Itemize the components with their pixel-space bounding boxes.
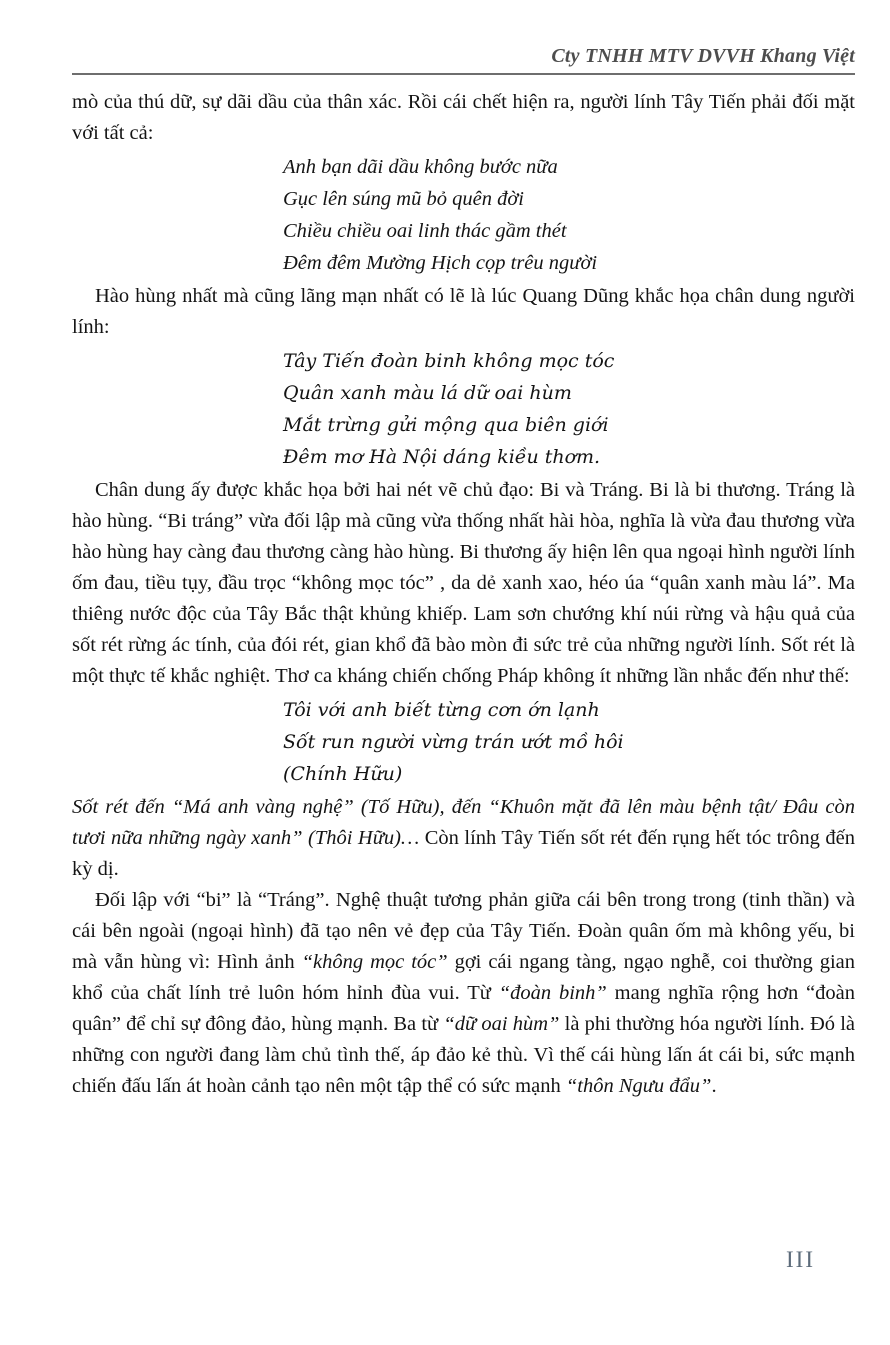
verse-line: Anh bạn dãi dầu không bước nữa	[283, 156, 558, 178]
text-run: mò của thú dữ, sự dãi dầu của thân xác. Rồi cái chết hiện ra, người lính Tây Tiến phải đối mặt với tất cả:	[72, 91, 855, 144]
text-run: Chân dung ấy được khắc họa bởi hai nét vẽ chủ đạo: Bi và Tráng. Bi là bi thương. Tráng là hào hùng. “Bi tráng” vừa đối lập mà cũng vừa thống nhất hài hòa, nghĩa là vừa đau thương vừa hào hùng hay càng đau thương càng hào hùng. Bi thương ấy hiện lên qua ngoại hình người lính ốm đau, tiều tụy, đầu trọc “không mọc tóc” , da dẻ xanh xao, héo úa “quân xanh màu lá”. Ma thiêng nước độc của Tây Bắc thật khủng khiếp. Lam sơn chướng khí núi rừng và hậu quả của sốt rét rừng ác tính, của đói rét, gian khổ đã bào mòn đi sức trẻ của những người lính. Sốt rét là một thực tế khắc nghiệt. Thơ ca kháng chiến chống Pháp không ít những lần nhắc đến như thế:	[72, 479, 855, 687]
verse-line: Tôi với anh biết từng cơn ớn lạnh	[283, 699, 600, 721]
text-run-italic: “dữ oai hùm”	[443, 1013, 560, 1035]
paragraph	[72, 475, 855, 692]
text-run: Đối lập với “bi” là “Tráng”. Nghệ thuật tương phản giữa cái bên trong trong (tinh thần) và cái bên ngoài (ngoại hình) đã tạo nên vẻ đẹp của Tây Tiến. Đoàn quân ốm mà không yếu, bi mà vẫn hùng vì: Hình ảnh	[72, 889, 855, 973]
paragraph	[72, 792, 855, 885]
header-rule-divider	[72, 73, 855, 75]
page-number: III	[786, 1247, 815, 1272]
text-run-italic: “đoàn binh”	[498, 982, 607, 1004]
paragraph	[72, 885, 855, 1102]
verse-block	[283, 151, 855, 279]
verse-block	[283, 345, 855, 473]
paragraph	[72, 281, 855, 343]
page-header	[72, 44, 855, 68]
content-blocks	[72, 87, 855, 1102]
text-run: gợi cái ngang tàng, ngạo nghễ, coi thường gian khổ của chất lính trẻ luôn hóm hỉnh đùa vui. Từ	[72, 951, 855, 1004]
text-run-italic: “không mọc tóc”	[301, 951, 448, 973]
verse-line: Gục lên súng mũ bỏ quên đời	[283, 188, 524, 210]
text-run: là phi thường hóa người lính. Đó là những con người đang làm chủ tình thế, áp đảo kẻ thù. Vì thế cái hùng lấn át cái bi, sức mạnh chiến đấu lấn át hoàn cảnh tạo nên một tập thể có sức mạnh	[72, 1013, 856, 1097]
verse-line: Tây Tiến đoàn binh không mọc tóc	[283, 350, 615, 372]
verse-line: (Chính Hữu)	[283, 763, 403, 785]
verse-line: Sốt run người vừng trán ướt mồ hôi	[283, 731, 624, 753]
text-run-italic: Sốt rét đến “Má anh vàng nghệ” (Tố Hữu), đến “Khuôn mặt đã lên màu bệnh tật/ Đâu còn tươi nữa những ngày xanh” (Thôi Hữu)…	[72, 796, 855, 849]
text-run: .	[711, 1075, 717, 1097]
paragraph	[72, 87, 855, 149]
publisher-name: Cty TNHH MTV DVVH Khang Việt	[551, 45, 855, 67]
verse-line: Chiều chiều oai linh thác gầm thét	[283, 220, 567, 242]
text-run-italic: “thôn Ngưu đẩu”	[565, 1075, 712, 1097]
verse-line: Đêm đêm Mường Hịch cọp trêu người	[283, 252, 598, 274]
verse-line: Mắt trừng gửi mộng qua biên giới	[283, 414, 609, 436]
text-run: mang nghĩa rộng hơn “đoàn quân” để chỉ sự đông đảo, hùng mạnh. Ba từ	[72, 982, 856, 1035]
verse-line: Đêm mơ Hà Nội dáng kiều thơm.	[283, 446, 601, 468]
text-run: Hào hùng nhất mà cũng lãng mạn nhất có lẽ là lúc Quang Dũng khắc họa chân dung người lính:	[72, 285, 855, 338]
text-run: Còn lính Tây Tiến sốt rét đến rụng hết tóc trông đến kỳ dị.	[72, 827, 855, 880]
verse-line: Quân xanh màu lá dữ oai hùm	[283, 382, 572, 404]
verse-block	[283, 694, 855, 790]
